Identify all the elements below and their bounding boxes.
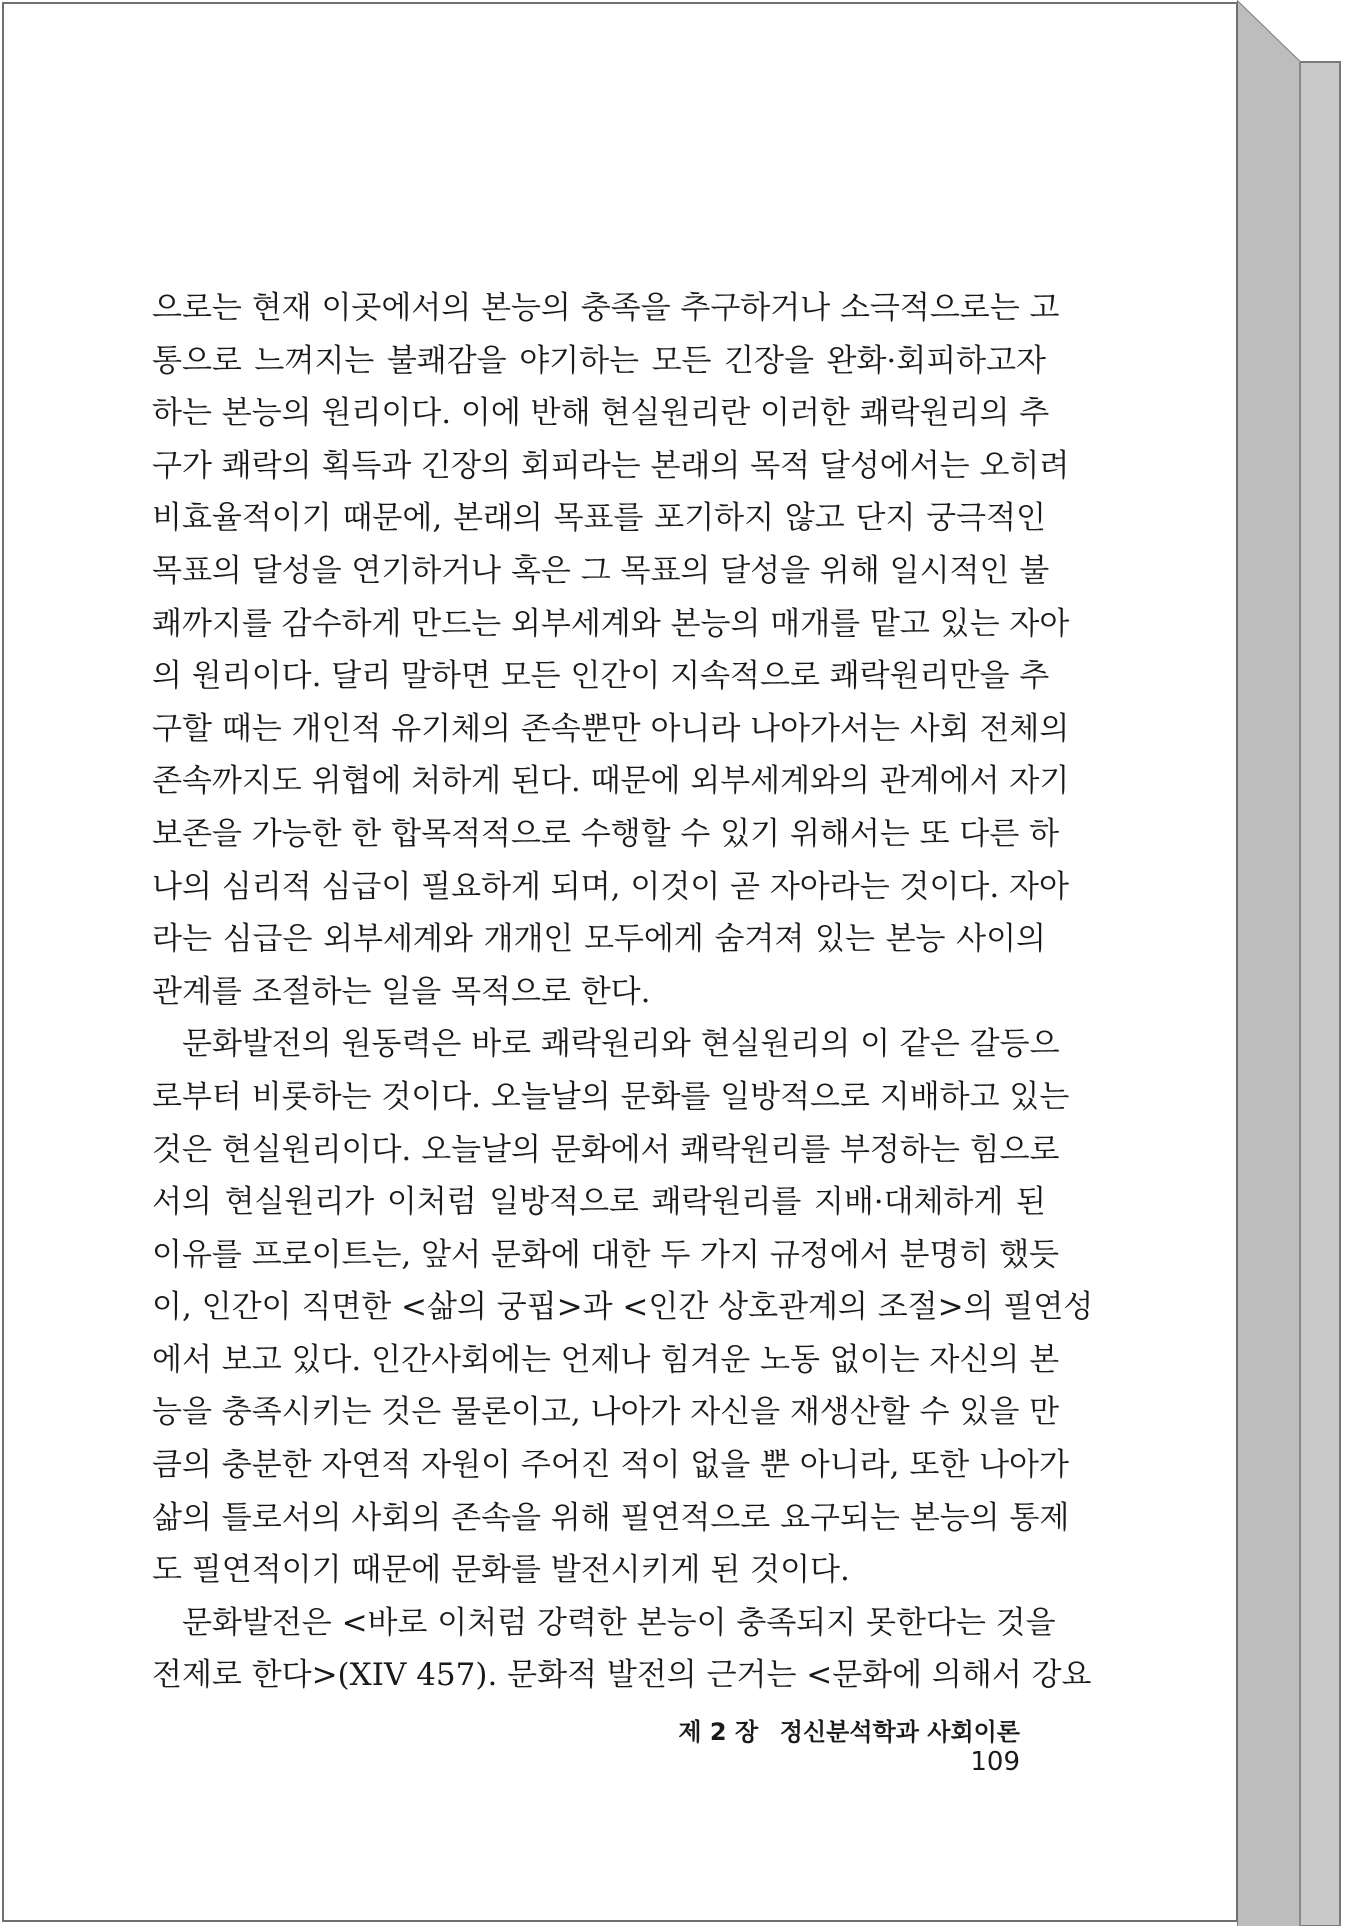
- text-line: 문화발전은 <바로 이처럼 강력한 본능이 충족되지 못한다는 것을: [182, 1604, 1056, 1641]
- page-number: 109: [970, 1747, 1020, 1777]
- text-line: 관계를 조절하는 일을 목적으로 한다.: [152, 973, 651, 1010]
- footer-chapter: 제 2 장: [678, 1718, 759, 1746]
- text-line: 목표의 달성을 연기하거나 혹은 그 목표의 달성을 위해 일시적인 불: [152, 552, 1050, 589]
- footer-title: 정신분석학과 사회이론: [779, 1718, 1020, 1746]
- text-line: 존속까지도 위협에 처하게 된다. 때문에 외부세계와의 관계에서 자기: [152, 763, 1070, 800]
- text-line: 로부터 비롯하는 것이다. 오늘날의 문화를 일방적으로 지배하고 있는: [152, 1078, 1070, 1115]
- text-line: 구가 쾌락의 획득과 긴장의 회피라는 본래의 목적 달성에서는 오히려: [152, 447, 1070, 484]
- text-line: 이, 인간이 직면한 <삶의 궁핍>과 <인간 상호관계의 조절>의 필연성: [152, 1289, 1094, 1326]
- body-text: [152, 282, 1094, 1702]
- text-line: 라는 심급은 외부세계와 개개인 모두에게 숨겨져 있는 본능 사이의: [152, 921, 1046, 958]
- page-footer: [620, 1712, 1020, 1777]
- text-line: 이유를 프로이트는, 앞서 문화에 대한 두 가지 규정에서 분명히 했듯: [152, 1236, 1060, 1273]
- text-line: 것은 현실원리이다. 오늘날의 문화에서 쾌락원리를 부정하는 힘으로: [152, 1131, 1060, 1168]
- text-line: 비효율적이기 때문에, 본래의 목표를 포기하지 않고 단지 궁극적인: [152, 500, 1046, 537]
- text-line: 전제로 한다>(XIV 457). 문화적 발전의 근거는 <문화에 의해서 강요: [152, 1657, 1092, 1694]
- text-line: 도 필연적이기 때문에 문화를 발전시키게 된 것이다.: [152, 1552, 850, 1589]
- text-line: 삶의 틀로서의 사회의 존속을 위해 필연적으로 요구되는 본능의 통제: [152, 1499, 1070, 1536]
- book-spine-side-highlight: [1238, 2, 1300, 1926]
- text-line: 의 원리이다. 달리 말하면 모든 인간이 지속적으로 쾌락원리만을 추: [152, 658, 1050, 695]
- text-line: 하는 본능의 원리이다. 이에 반해 현실원리란 이러한 쾌락원리의 추: [152, 395, 1050, 432]
- text-line: 통으로 느껴지는 불쾌감을 야기하는 모든 긴장을 완화·회피하고자: [152, 342, 1046, 379]
- text-line: 나의 심리적 심급이 필요하게 되며, 이것이 곧 자아라는 것이다. 자아: [152, 868, 1069, 905]
- text-line: 서의 현실원리가 이처럼 일방적으로 쾌락원리를 지배·대체하게 된: [152, 1184, 1046, 1221]
- text-line: 으로는 현재 이곳에서의 본능의 충족을 추구하거나 소극적으로는 고: [152, 290, 1060, 326]
- text-line: 능을 충족시키는 것은 물론이고, 나아가 자신을 재생산할 수 있을 만: [152, 1394, 1060, 1431]
- text-line: 큼의 충분한 자연적 자원이 주어진 적이 없을 뿐 아니라, 또한 나아가: [152, 1447, 1069, 1484]
- text-line: 구할 때는 개인적 유기체의 존속뿐만 아니라 나아가서는 사회 전체의: [152, 710, 1070, 747]
- text-line: 문화발전의 원동력은 바로 쾌락원리와 현실원리의 이 같은 갈등으: [182, 1026, 1060, 1063]
- text-line: 보존을 가능한 한 합목적적으로 수행할 수 있기 위해서는 또 다른 하: [152, 815, 1060, 852]
- text-line: 에서 보고 있다. 인간사회에는 언제나 힘겨운 노동 없이는 자신의 본: [152, 1341, 1060, 1378]
- text-line: 쾌까지를 감수하게 만드는 외부세계와 본능의 매개를 맡고 있는 자아: [152, 605, 1070, 642]
